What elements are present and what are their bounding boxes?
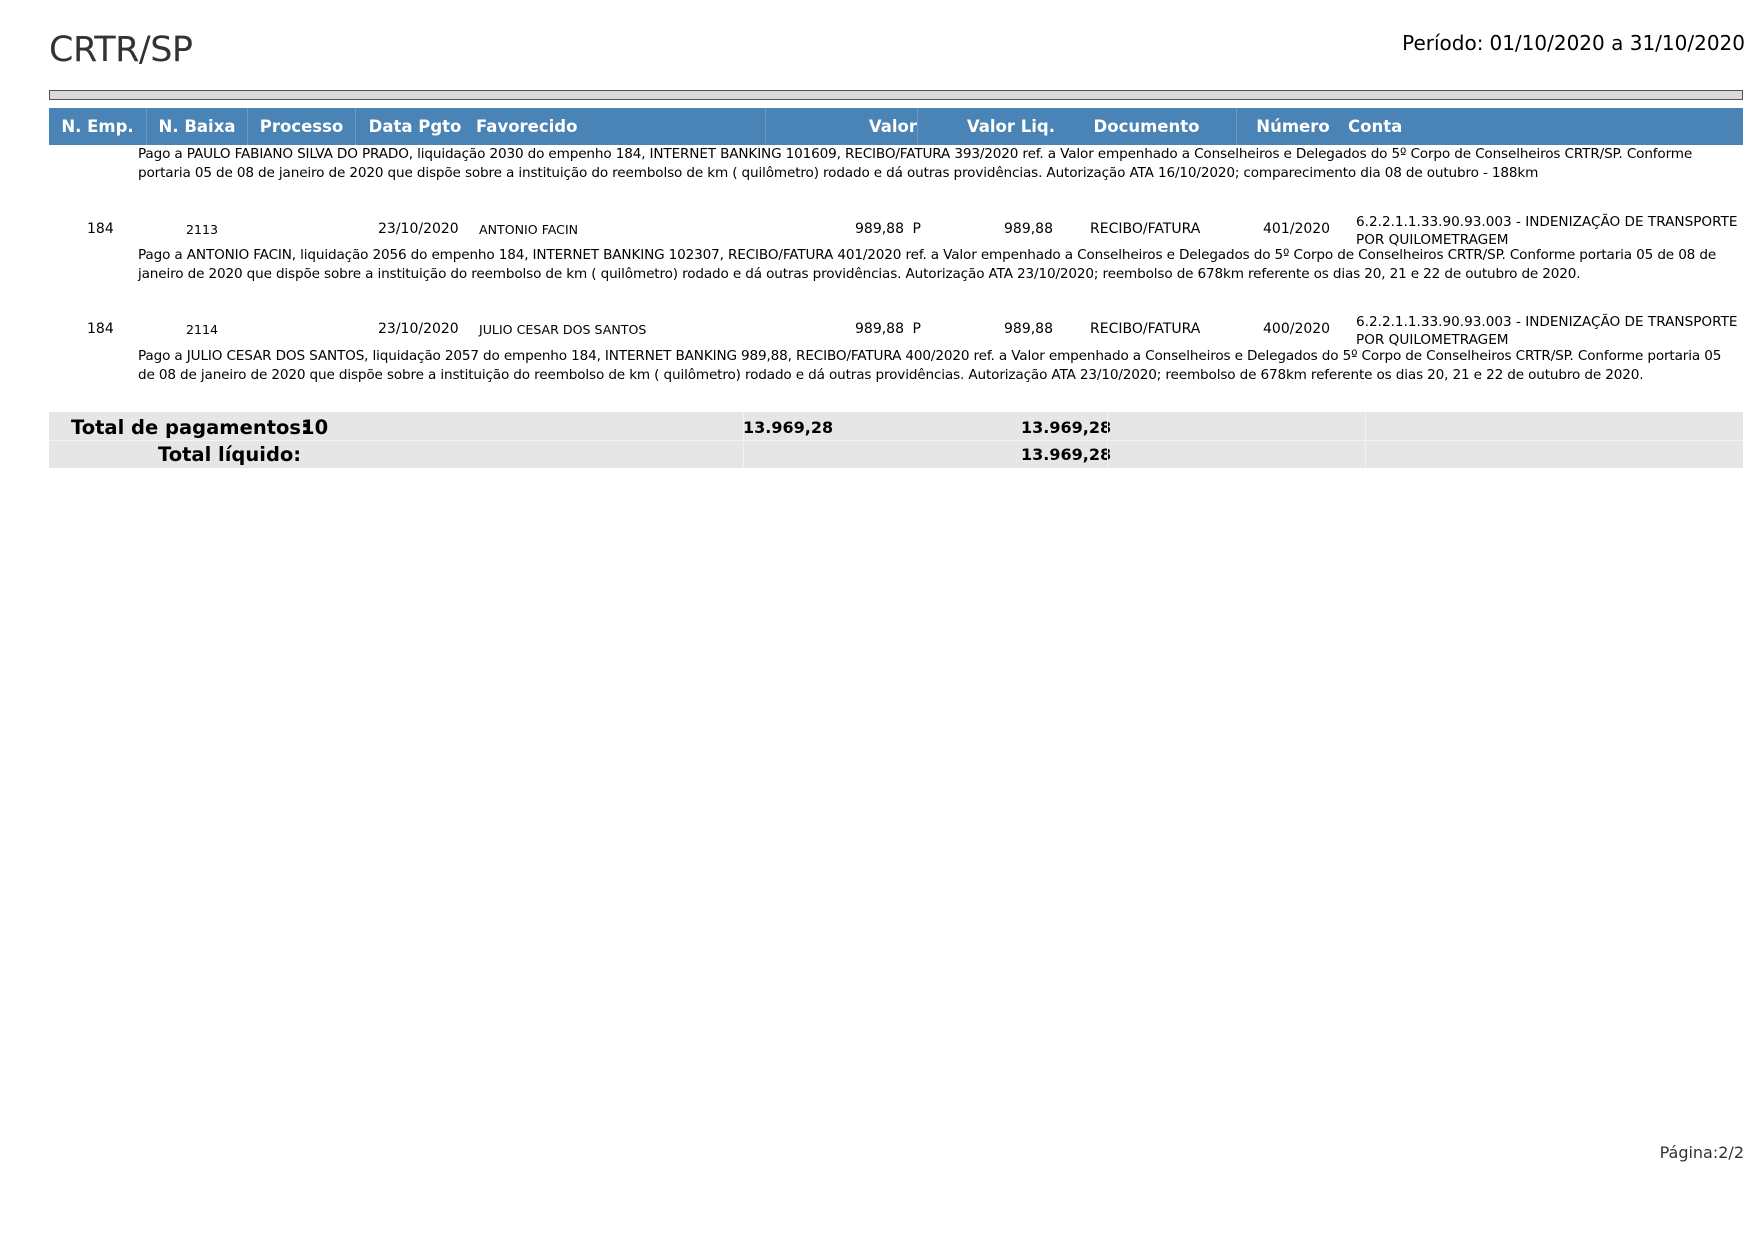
column-header-data-pgto: Data Pgto (368, 117, 462, 136)
cell-numero: 401/2020 (1263, 221, 1331, 237)
payment-description: Pago a ANTONIO FACIN, liquidação 2056 do empenho 184, INTERNET BANKING 102307, RECIBO/FATURA 401/2020 ref. a Valor empenhado a Conselheiros e Delegados do 5º Corpo de Conselheiros CRTR/SP. Conforme portaria 05 de 08 de janeiro de 2020 que dispõe sobre a instituição do reembolso de km ( quilômetro) rodado e dá outras providências. Autorização ATA 23/10/2020; reembolso de 678km referente os dias 20, 21 e 22 de outubro de 2020. (138, 247, 1717, 282)
column-header-processo: Processo (248, 108, 356, 145)
cell-data-pgto: 23/10/2020 (378, 321, 459, 337)
cell-numero: 400/2020 (1263, 321, 1331, 337)
cell-valor (855, 321, 921, 337)
column-header-n-baixa: N. Baixa (147, 108, 248, 145)
column-header-n-emp: N. Emp. (49, 108, 147, 145)
valor-amount: 989,88 (855, 221, 904, 237)
totals-column-divider (1365, 412, 1366, 468)
total-payments-label: Total de pagamentos: (71, 416, 309, 439)
table-header (49, 108, 1743, 145)
totals-panel (49, 412, 1743, 468)
column-header-conta: Conta (1348, 117, 1403, 136)
total-valor: 13.969,28 (743, 418, 834, 437)
period-label: Período: (1402, 31, 1484, 55)
cell-n-emp: 184 (87, 221, 114, 237)
total-net-label: Total líquido: (158, 443, 302, 466)
payment-description: Pago a PAULO FABIANO SILVA DO PRADO, liquidação 2030 do empenho 184, INTERNET BANKING 101609, RECIBO/FATURA 393/2020 ref. a Valor empenhado a Conselheiros e Delegados do 5º Corpo de Conselheiros CRTR/SP. Conforme portaria 05 de 08 de janeiro de 2020 que dispõe sobre a instituição do reembolso de km ( quilômetro) rodado e dá outras providências. Autorização ATA 16/10/2020; comparecimento dia 08 de outubro - 188km (138, 146, 1693, 181)
org-title: CRTR/SP (49, 30, 193, 70)
total-payments-count: 10 (301, 416, 329, 439)
cell-favorecido: JULIO CESAR DOS SANTOS (479, 322, 647, 337)
total-net-value: 13.969,28 (1021, 445, 1112, 464)
cell-data-pgto: 23/10/2020 (378, 221, 459, 237)
cell-n-baixa: 2113 (186, 222, 219, 237)
cell-valor-liq: 989,88 (1004, 321, 1053, 337)
total-valor-liq: 13.969,28 (1021, 418, 1112, 437)
valor-flag: P (912, 321, 921, 337)
cell-n-emp: 184 (87, 321, 114, 337)
title-divider-bar (49, 90, 1743, 100)
column-header-documento: Documento (1057, 108, 1237, 145)
cell-valor (855, 221, 921, 237)
payment-description: Pago a JULIO CESAR DOS SANTOS, liquidação 2057 do empenho 184, INTERNET BANKING 989,88, RECIBO/FATURA 400/2020 ref. a Valor empenhado a Conselheiros e Delegados do 5º Corpo de Conselheiros CRTR/SP. Conforme portaria 05 de 08 de janeiro de 2020 que dispõe sobre a instituição do reembolso de km ( quilômetro) rodado e dá outras providências. Autorização ATA 23/10/2020; reembolso de 678km referente os dias 20, 21 e 22 de outubro de 2020. (138, 348, 1722, 383)
cell-conta: 6.2.2.1.1.33.90.93.003 - INDENIZAÇÃO DE TRANSPORTE POR QUILOMETRAGEM (1356, 314, 1738, 348)
column-header-numero: Número (1256, 117, 1330, 136)
valor-amount: 989,88 (855, 321, 904, 337)
cell-documento: RECIBO/FATURA (1090, 321, 1201, 337)
cell-documento: RECIBO/FATURA (1090, 221, 1201, 237)
column-header-valor: Valor (766, 108, 918, 145)
page-number: Página:2/2 (1659, 1143, 1744, 1162)
cell-valor-liq: 989,88 (1004, 221, 1053, 237)
totals-column-divider (743, 412, 744, 468)
cell-conta: 6.2.2.1.1.33.90.93.003 - INDENIZAÇÃO DE TRANSPORTE POR QUILOMETRAGEM (1356, 214, 1738, 248)
totals-column-divider (1107, 412, 1108, 468)
valor-flag: P (912, 221, 921, 237)
totals-payments-line (49, 412, 1743, 441)
totals-net-line (49, 440, 1743, 468)
column-header-favorecido: Favorecido (476, 108, 766, 145)
report-period (1402, 31, 1745, 55)
column-header-valor-liq: Valor Liq. (966, 117, 1055, 136)
cell-favorecido: ANTONIO FACIN (479, 222, 579, 237)
period-value: 01/10/2020 a 31/10/2020 (1489, 31, 1745, 55)
cell-n-baixa: 2114 (186, 322, 219, 337)
